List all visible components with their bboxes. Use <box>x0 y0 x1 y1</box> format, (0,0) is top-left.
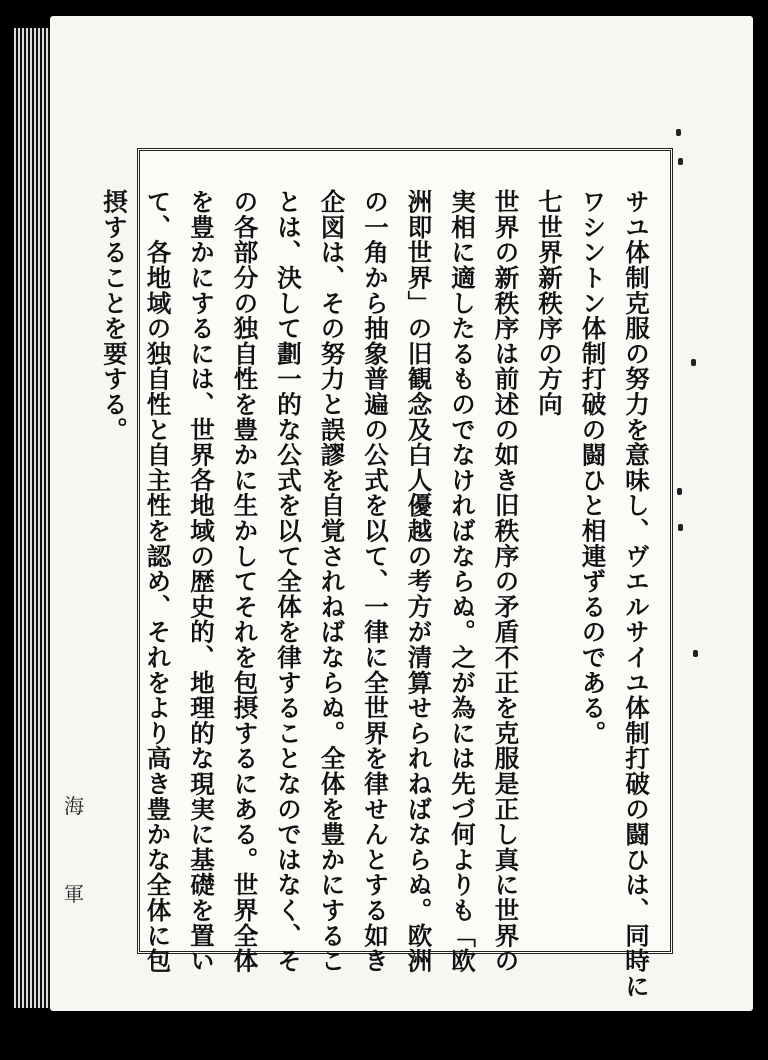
margin-mark <box>691 359 696 366</box>
text-line: 摂することを要する。 <box>100 189 129 442</box>
margin-mark <box>678 524 683 531</box>
text-line: 世界の新秩序は前述の如き旧秩序の矛盾不正を克服是正し真に世界の <box>491 189 521 974</box>
text-line: ワシントン体制打破の闘ひと相連ずるのである。 <box>578 189 608 746</box>
body-text <box>100 189 658 999</box>
text-line: を豊かにするには、世界各地域の歴史的、地理的な現実に基礎を置い <box>187 189 216 974</box>
section-heading: 七世界新秩序の方向 <box>535 189 564 417</box>
margin-mark <box>677 488 682 495</box>
text-line: の各部分の独自性を豊かに生かしてそれを包摂するにある。世界全体 <box>230 189 260 974</box>
text-line: サユ体制克服の努力を意味し、ヴエルサイユ体制打破の闘ひは、同時に <box>622 189 651 999</box>
text-line: 洲即世界」の旧観念及白人優越の考方が清算せられねばならぬ。欧洲 <box>404 189 434 974</box>
running-head-char: 軍 <box>64 882 84 906</box>
text-line: て、各地域の独自性と自主性を認め、それをより高き豊かな全体に包 <box>143 189 173 974</box>
margin-mark <box>693 650 698 657</box>
text-line: とは、決して劃一的な公式を以て全体を律することなのではなく、そ <box>274 189 303 974</box>
text-line: 企図は、その努力と誤謬を自覚されねばならぬ。全体を豊かにするこ <box>317 189 347 974</box>
page-stack-edge <box>14 28 54 1008</box>
running-head-char: 海 <box>64 794 84 818</box>
text-line: 実相に適したるものでなければならぬ。之が為には先づ何よりも「欧 <box>448 189 477 974</box>
margin-mark <box>678 158 683 165</box>
text-frame <box>100 148 673 999</box>
document-page <box>50 16 753 1011</box>
margin-mark <box>676 129 681 136</box>
text-line: の一角から抽象普遍の公式を以て、一律に全世界を律せんとする如き <box>361 189 390 974</box>
